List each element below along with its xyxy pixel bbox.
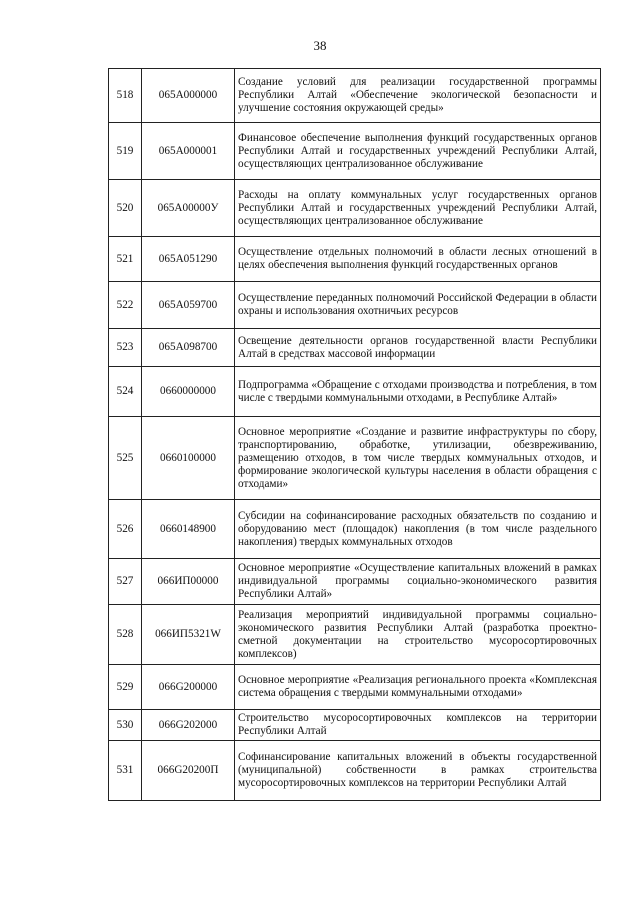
table-row (109, 69, 601, 123)
row-code: 066G20200П (142, 741, 235, 801)
table-row (109, 559, 601, 605)
page-number: 38 (313, 38, 327, 53)
table-row (109, 180, 601, 237)
row-description: Освещение деятельности органов государственной власти Республики Алтай в средствах массовой информации (235, 329, 601, 367)
row-description: Финансовое обеспечение выполнения функций государственных органов Республики Алтай и государственных учреждений Республики Алтай, осуществляющих централизованное обслуживание (235, 123, 601, 180)
row-description: Строительство мусоросортировочных комплексов на территории Республики Алтай (235, 710, 601, 741)
table-row (109, 417, 601, 500)
row-description: Софинансирование капитальных вложений в объекты государственной (муниципальной) собственности в рамках строительства мусоросортировочных комплексов на территории Республики Алтай (235, 741, 601, 801)
row-description: Осуществление отдельных полномочий в области лесных отношений в целях обеспечения выполнения функций государственных органов (235, 237, 601, 282)
table-row (109, 605, 601, 665)
row-number: 521 (109, 237, 142, 282)
row-description: Создание условий для реализации государственной программы Республики Алтай «Обеспечение экологической безопасности и улучшение состояния окружающей среды» (235, 69, 601, 123)
row-code: 065A098700 (142, 329, 235, 367)
row-code: 066G202000 (142, 710, 235, 741)
row-number: 528 (109, 605, 142, 665)
row-code: 066G200000 (142, 665, 235, 710)
row-description: Подпрограмма «Обращение с отходами производства и потребления, в том числе с твердыми коммунальными отходами, в Республике Алтай» (235, 367, 601, 417)
row-description: Субсидии на софинансирование расходных обязательств по созданию и оборудованию мест (площадок) накопления (в том числе раздельного накопления) твердых коммунальных отходов (235, 500, 601, 559)
row-code: 0660100000 (142, 417, 235, 500)
row-code: 065A00000У (142, 180, 235, 237)
table-row (109, 123, 601, 180)
row-number: 525 (109, 417, 142, 500)
row-description: Реализация мероприятий индивидуальной программы социально-экономического развития Республики Алтай (разработка проектно-сметной документации на строительство мусоросортировочных комплексов) (235, 605, 601, 665)
row-number: 526 (109, 500, 142, 559)
table-row (109, 282, 601, 329)
row-code: 065A000001 (142, 123, 235, 180)
row-code: 065A051290 (142, 237, 235, 282)
budget-code-table (108, 68, 601, 801)
table-row (109, 710, 601, 741)
table-row (109, 329, 601, 367)
row-code: 065A000000 (142, 69, 235, 123)
row-number: 519 (109, 123, 142, 180)
row-number: 524 (109, 367, 142, 417)
row-code: 066ИП5321W (142, 605, 235, 665)
row-code: 065A059700 (142, 282, 235, 329)
row-description: Осуществление переданных полномочий Российской Федерации в области охраны и использования охотничьих ресурсов (235, 282, 601, 329)
row-number: 529 (109, 665, 142, 710)
table-row (109, 665, 601, 710)
row-code: 066ИП00000 (142, 559, 235, 605)
table-row (109, 237, 601, 282)
table-row (109, 500, 601, 559)
row-description: Основное мероприятие «Реализация регионального проекта «Комплексная система обращения с твердыми коммунальными отходами» (235, 665, 601, 710)
row-number: 520 (109, 180, 142, 237)
row-number: 531 (109, 741, 142, 801)
table-row (109, 741, 601, 801)
row-number: 527 (109, 559, 142, 605)
row-number: 518 (109, 69, 142, 123)
row-description: Расходы на оплату коммунальных услуг государственных органов Республики Алтай и государственных учреждений Республики Алтай, осуществляющих централизованное обслуживание (235, 180, 601, 237)
row-code: 0660148900 (142, 500, 235, 559)
row-number: 530 (109, 710, 142, 741)
row-code: 0660000000 (142, 367, 235, 417)
row-number: 523 (109, 329, 142, 367)
row-number: 522 (109, 282, 142, 329)
row-description: Основное мероприятие «Создание и развитие инфраструктуры по сбору, транспортированию, обработке, утилизации, обезвреживанию, размещению отходов, в том числе твердых коммунальных отходов, и формирование экологической культуры населения в области обращения с отходами» (235, 417, 601, 500)
row-description: Основное мероприятие «Осуществление капитальных вложений в рамках индивидуальной программы социально-экономического развития Республики Алтай» (235, 559, 601, 605)
table-row (109, 367, 601, 417)
